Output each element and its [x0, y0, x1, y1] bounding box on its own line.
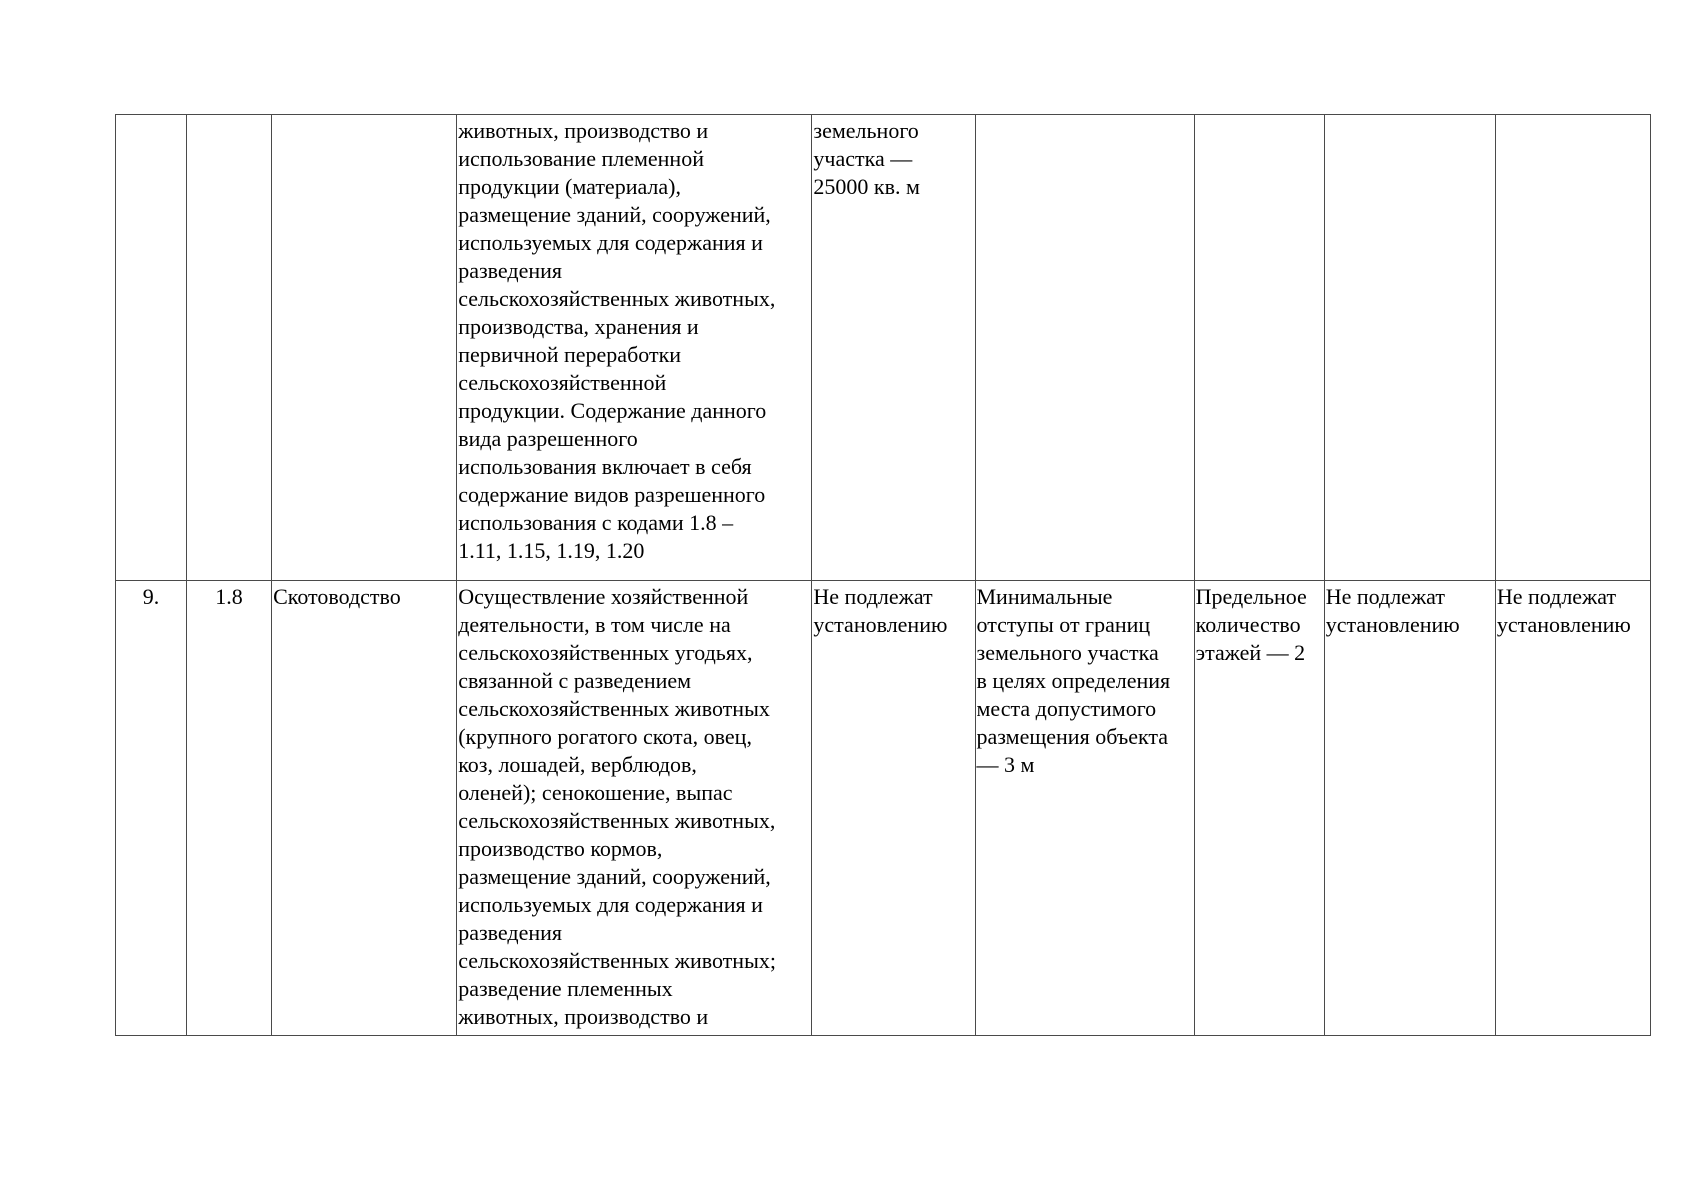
use-description: животных, производство и использование племенной продукции (материала), размещение зданий, сооружений, используемых для содержания и разведения сельскохозяйственных животных, производства, хранения и первичной переработки сельскохозяйственной продукции. Содержание данного вида разрешенного использования включает в себя содержание видов разрешенного использования с кодами 1.8 – 1.11, 1.15, 1.19, 1.20 [458, 118, 776, 563]
use-code-cell [187, 115, 272, 581]
use-name-cell [272, 115, 457, 581]
use-description-cell [457, 581, 812, 1036]
land-use-regulations-table [115, 114, 1651, 1036]
table-row-9 [116, 581, 1651, 1036]
plot-size-text: земельного участка — 25000 кв. м [813, 118, 920, 199]
other-params-text: Не подлежат установлению [1496, 584, 1631, 637]
use-name: Скотоводство [273, 584, 401, 609]
coverage-cell [1324, 581, 1495, 1036]
floors-cell [1194, 581, 1324, 1036]
use-name-cell [272, 581, 457, 1036]
setbacks-cell [975, 581, 1194, 1036]
use-description-cell [457, 115, 812, 581]
floors-cell [1194, 115, 1324, 581]
row-number-cell [116, 581, 187, 1036]
setbacks-text: Минимальные отступы от границ земельного участка в целях определения места допустимого размещения объекта — 3 м [976, 584, 1171, 777]
use-code-cell [187, 581, 272, 1036]
row-number-cell [116, 115, 187, 581]
table-row-continuation [116, 115, 1651, 581]
use-code: 1.8 [215, 584, 243, 609]
coverage-cell [1324, 115, 1495, 581]
other-params-cell [1495, 115, 1650, 581]
floors-text: Предельное количество этажей — 2 [1195, 584, 1307, 665]
plot-size-text: Не подлежат установлению [813, 584, 948, 637]
row-number: 9. [142, 584, 160, 609]
setbacks-cell [975, 115, 1194, 581]
plot-size-cell [812, 581, 975, 1036]
use-description: Осуществление хозяйственной деятельности, в том числе на сельскохозяйственных угодьях, связанной с разведением сельскохозяйственных животных (крупного рогатого скота, овец, коз, лошадей, верблюдов, оленей); сенокошение, выпас сельскохозяйственных животных, производство кормов, размещение зданий, сооружений, используемых для содержания и разведения сельскохозяйственных животных; разведение племенных животных, производство и [458, 584, 776, 1029]
plot-size-cell [812, 115, 975, 581]
other-params-cell [1495, 581, 1650, 1036]
coverage-text: Не подлежат установлению [1325, 584, 1460, 637]
